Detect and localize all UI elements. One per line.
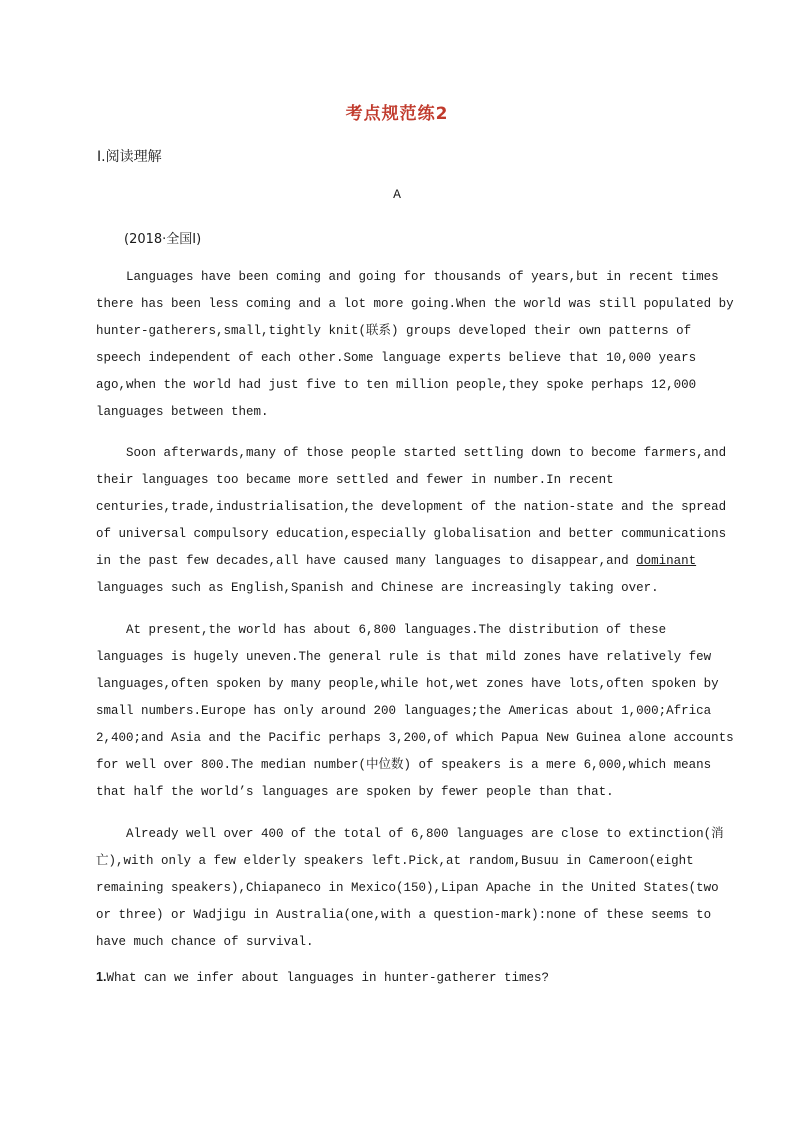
text-line: 亡),with only a few elderly speakers left.Pick,at random,Busuu in Cameroon(eight	[96, 854, 694, 868]
underlined-word: dominant	[636, 554, 697, 568]
text-line: Already well over 400 of the total of 6,800 languages are close to extinction(消	[96, 827, 724, 841]
paragraph-3	[96, 617, 734, 806]
text-segment: in the past few decades,all have caused many languages to disappear,and	[96, 554, 637, 568]
text-line: for well over 800.The median number(中位数) of speakers is a mere 6,000,which means	[96, 758, 712, 772]
text-line: At present,the world has about 6,800 languages.The distribution of these	[96, 623, 667, 637]
text-line: there has been less coming and a lot more going.When the world was still populated by	[96, 297, 734, 311]
question-1	[96, 970, 549, 985]
text-line: remaining speakers),Chiapaneco in Mexico(150),Lipan Apache in the United States(two	[96, 881, 719, 895]
page-title: 考点规范练2	[345, 104, 449, 124]
text-line: ago,when the world had just five to ten million people,they spoke perhaps 12,000	[96, 378, 697, 392]
text-line: centuries,trade,industrialisation,the development of the nation-state and the spread	[96, 500, 727, 514]
text-line: of universal compulsory education,especially globalisation and better communications	[96, 527, 727, 541]
text-line: their languages too became more settled and fewer in number.In recent	[96, 473, 614, 487]
text-line-with-underline	[96, 548, 706, 575]
passage-label: A	[393, 187, 401, 202]
section-heading: Ⅰ.阅读理解	[97, 149, 162, 165]
text-line: Soon afterwards,many of those people started settling down to become farmers,and	[96, 446, 727, 460]
question-text: What can we infer about languages in hunter-gatherer times?	[106, 971, 550, 985]
text-line: or three) or Wadjigu in Australia(one,with a question-mark):none of these seems to	[96, 908, 712, 922]
text-line: small numbers.Europe has only around 200 languages;the Americas about 1,000;Africa	[96, 704, 712, 718]
text-line: have much chance of survival.	[96, 935, 314, 949]
text-line: Languages have been coming and going for thousands of years,but in recent times	[96, 270, 719, 284]
text-line: that half the world’s languages are spoken by fewer people than that.	[96, 785, 614, 799]
text-line: languages is hugely uneven.The general rule is that mild zones have relatively few	[96, 650, 712, 664]
paragraph-4	[96, 821, 724, 956]
paragraph-1	[96, 264, 734, 426]
text-line: speech independent of each other.Some language experts believe that 10,000 years	[96, 351, 697, 365]
text-line: hunter-gatherers,small,tightly knit(联系) groups developed their own patterns of	[96, 324, 692, 338]
source-note: (2018·全国Ⅰ)	[124, 232, 202, 247]
question-number: 1.	[96, 970, 107, 984]
text-line: 2,400;and Asia and the Pacific perhaps 3,200,of which Papua New Guinea alone accounts	[96, 731, 734, 745]
text-line: languages such as English,Spanish and Chinese are increasingly taking over.	[96, 581, 659, 595]
text-line: languages,often spoken by many people,while hot,wet zones have lots,often spoken by	[96, 677, 719, 691]
text-line: languages between them.	[96, 405, 269, 419]
paragraph-2	[96, 440, 727, 602]
